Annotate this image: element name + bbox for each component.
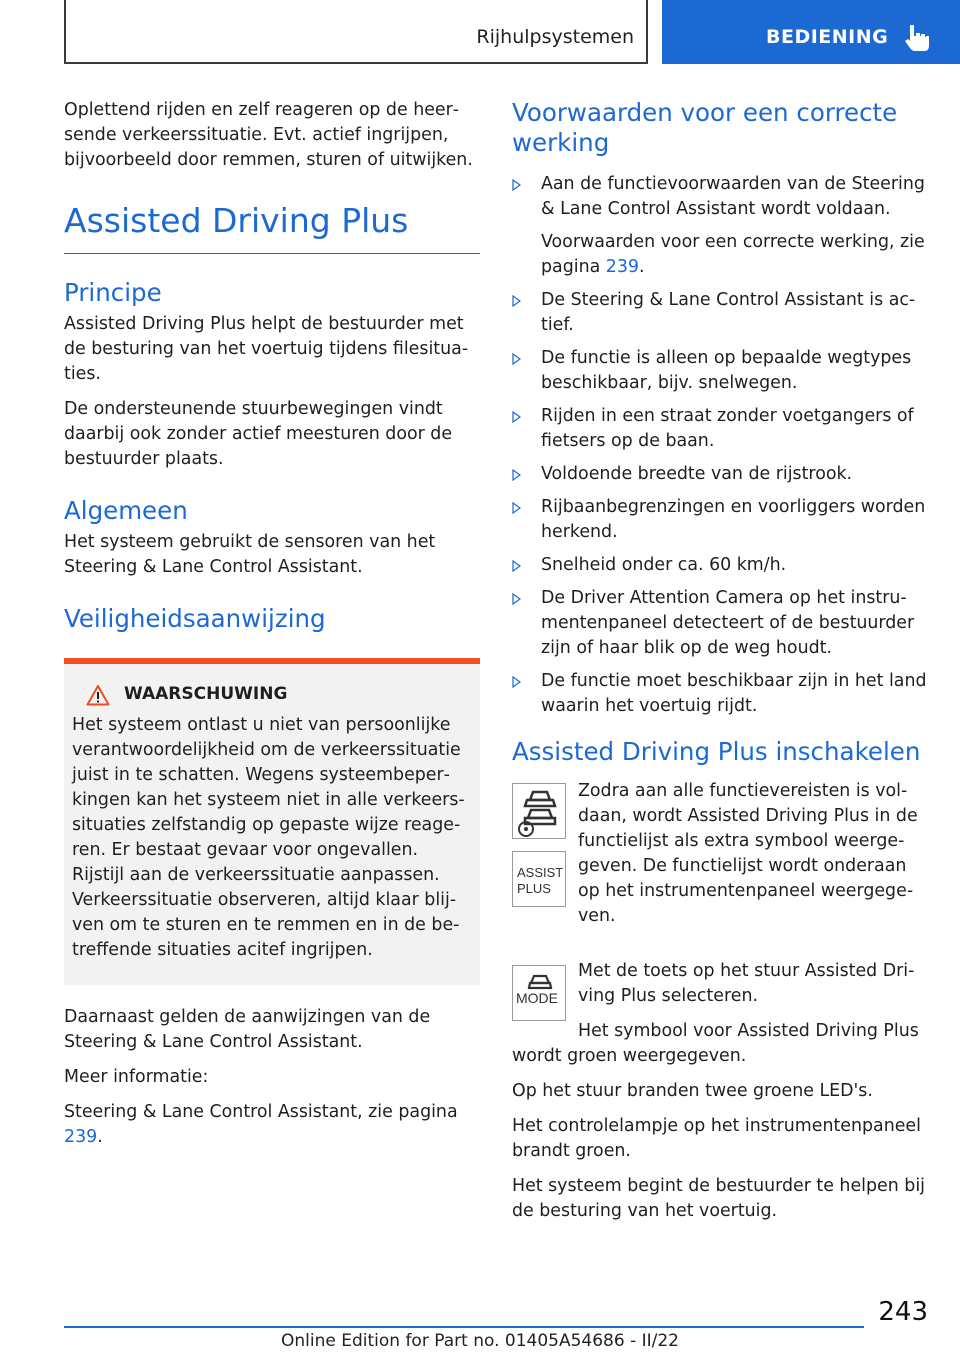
warning-text: Het systeem ontlast u niet van persoonlijke verantwoordelijkheid om de verkeerssituatie juist in te schatten. Wegens systeembeperkingen kan het systeem niet in alle verkeerssituaties zelfstandig op gepaste wijze reageren. Er bestaat gevaar voor ongevallen. Rijstijl aan de verkeerssituatie aanpassen. Verkeerssituatie observeren, altijd klaar blijven om te sturen en te remmen en in de betreffende situaties acitef ingrijpen. (72, 715, 465, 960)
bullet-arrow-icon (512, 411, 521, 423)
page-link-239[interactable]: 239 (64, 1127, 98, 1147)
heading-veiligheid: Veiligheidsaanwijzing (64, 604, 326, 633)
algemeen-p1: Het systeem gebruikt de sensoren van het Steering & Lane Control Assistant. (64, 532, 436, 577)
list-item (512, 586, 928, 661)
intro-paragraph: Oplettend rijden en zelf reageren op de heersende verkeerssituatie. Evt. actief ingrijpen, bijvoorbeeld door remmen, sturen of uitwijken. (64, 100, 473, 170)
warning-title-row (72, 682, 470, 707)
list-item-text: Rijbaanbegrenzingen en voorliggers worden herkend. (541, 497, 926, 542)
list-item-text: De Steering & Lane Control Assistant is actief. (541, 290, 916, 335)
inschakelen-p4: Op het stuur branden twee groene LED's. (512, 1081, 873, 1101)
veiligheid-p2: Meer informatie: (64, 1067, 209, 1087)
hand-pointer-icon (904, 22, 930, 52)
assist-text: ASSIST (517, 865, 564, 880)
list-item-text: De functie moet beschikbaar zijn in het land waarin het voertuig rijdt. (541, 671, 927, 716)
inschakelen-p6: Het systeem begint de bestuurder te helpen bij de besturing van het voertuig. (512, 1176, 925, 1221)
page-number: 243 (878, 1297, 928, 1327)
header-chapter-title: BEDIENING (766, 26, 889, 48)
heading-inschakelen: Assisted Driving Plus inschakelen (512, 737, 921, 766)
veiligheid-p1: Daarnaast gelden de aanwijzingen van de Steering & Lane Control Assistant. (64, 1007, 431, 1052)
veiligheid-p3 (64, 1100, 480, 1150)
bullet-arrow-icon (512, 593, 521, 605)
list-item-text: Rijden in een straat zonder voetgangers of fietsers op de baan. (541, 406, 914, 451)
warning-title: WAARSCHUWING (124, 684, 288, 704)
warning-box (64, 658, 480, 985)
list-item-text: De functie is alleen op bepaalde wegtypes beschikbaar, bijv. snelwegen. (541, 348, 912, 393)
list-item (512, 495, 928, 545)
bullet-arrow-icon (512, 502, 521, 514)
list-item-text: Snelheid onder ca. 60 km/h. (541, 555, 787, 575)
conditions-list (512, 172, 928, 719)
heading-principe: Principe (64, 278, 162, 307)
assisted-driving-car-icon (512, 783, 566, 839)
list-item-text: Voldoende breedte van de rijstrook. (541, 464, 853, 484)
veiligheid-p3-text: Steering & Lane Control Assistant, zie pagina (64, 1102, 458, 1122)
footer-edition: Online Edition for Part no. 01405A54686 - II/22 (280, 1331, 679, 1351)
mode-button-row (512, 959, 928, 1009)
mode-text: MODE (516, 990, 558, 1006)
heading-algemeen: Algemeen (64, 496, 188, 525)
footer-divider (64, 1326, 864, 1328)
inschakelen-p2: Met de toets op het stuur Assisted Driving Plus selecteren. (578, 961, 915, 1006)
mode-button-icon (512, 965, 566, 1021)
list-item-text: Aan de functievoorwaarden van de Steering & Lane Control Assistant wordt voldaan. (541, 174, 925, 219)
list-item (512, 288, 928, 338)
header-section-title: Rijhulpsystemen (476, 26, 634, 48)
header-section-box (64, 0, 648, 64)
warning-triangle-icon (86, 684, 110, 706)
list-item-subtext (541, 230, 928, 280)
bullet-arrow-icon (512, 676, 521, 688)
bullet-arrow-icon (512, 179, 521, 191)
header-chapter-tab (662, 0, 960, 64)
veiligheid-p3-end: . (97, 1127, 103, 1147)
page-link-239[interactable]: 239 (605, 257, 639, 277)
plus-text: PLUS (517, 881, 551, 896)
principe-p1: Assisted Driving Plus helpt de bestuurder met de besturing van het voertuig tijdens filesituaties. (64, 314, 469, 384)
assist-plus-icon (512, 851, 566, 907)
principe-p2: De ondersteunende stuurbewegingen vindt daarbij ook zonder actief meesturen door de bestuurder plaats. (64, 399, 453, 469)
activation-icon-row (512, 779, 928, 929)
page-title: Assisted Driving Plus (64, 201, 480, 254)
bullet-arrow-icon (512, 469, 521, 481)
subtext: Voorwaarden voor een correcte werking, zie pagina (541, 232, 925, 277)
list-item (512, 346, 928, 396)
inschakelen-p1: Zodra aan alle functievereisten is voldaan, wordt Assisted Driving Plus in de functielijst als extra symbool weergegeven. De functielijst wordt onderaan op het instrumentenpaneel weergegeven. (578, 781, 918, 926)
bullet-arrow-icon (512, 560, 521, 572)
right-column (512, 98, 928, 1234)
list-item (512, 669, 928, 719)
inschakelen-p3: Het symbool voor Assisted Driving Plus wordt groen weergegeven. (512, 1021, 919, 1066)
inschakelen-p5: Het controlelampje op het instrumentenpaneel brandt groen. (512, 1116, 921, 1161)
list-item (512, 404, 928, 454)
bullet-arrow-icon (512, 295, 521, 307)
list-item (512, 553, 928, 578)
left-column (64, 98, 480, 1160)
list-item (512, 172, 928, 280)
bullet-arrow-icon (512, 353, 521, 365)
heading-voorwaarden: Voorwaarden voor een correcte werking (512, 98, 898, 157)
subtext-end: . (638, 257, 645, 277)
list-item-text: De Driver Attention Camera op het instrumentenpaneel detecteert of de bestuurder zijn of haar blik op de weg houdt. (541, 588, 915, 658)
list-item (512, 462, 928, 487)
